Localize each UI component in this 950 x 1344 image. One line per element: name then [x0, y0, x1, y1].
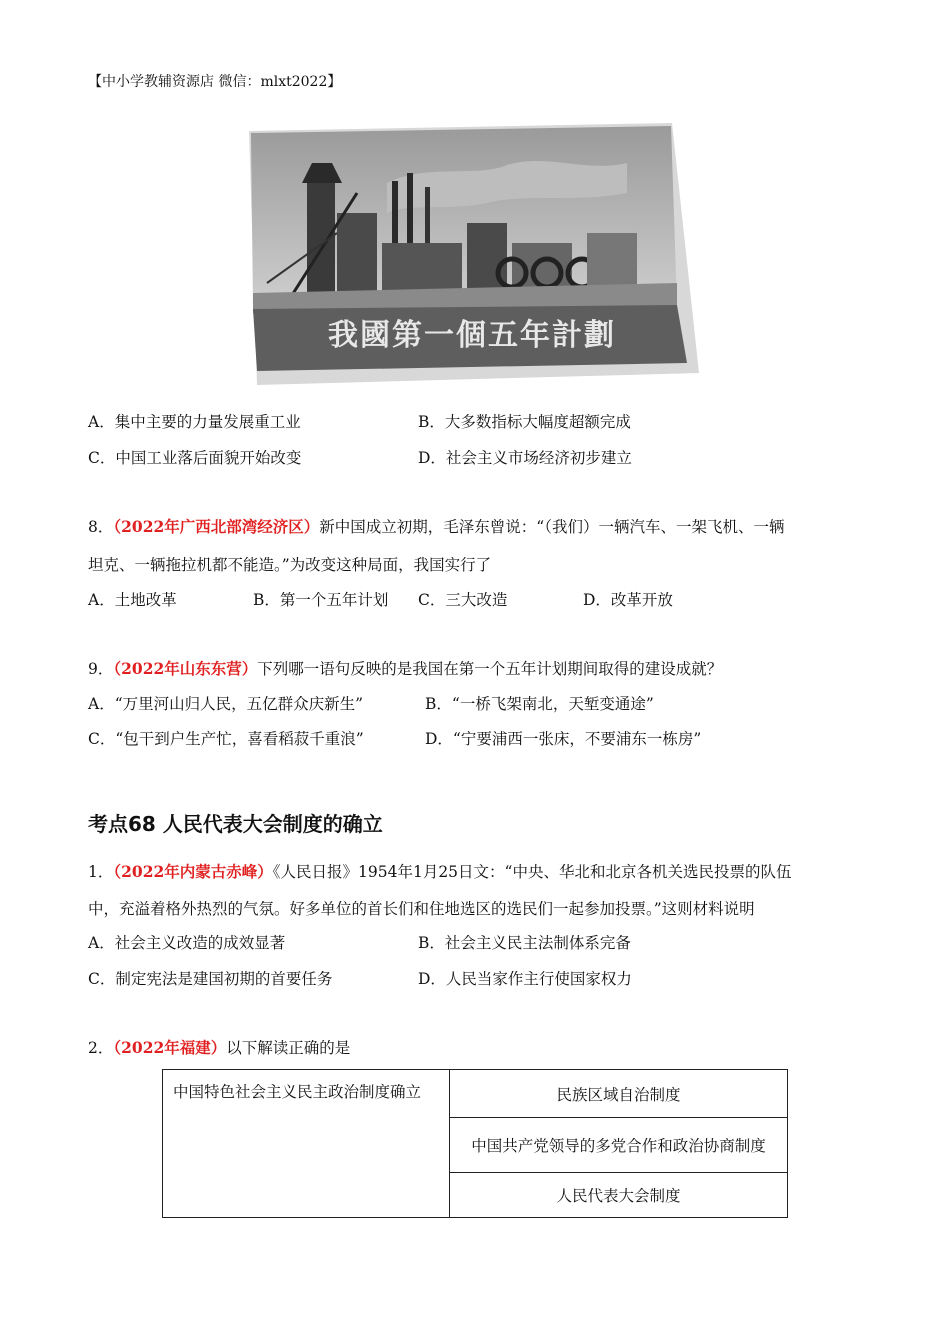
page-header: 【中小学教辅资源店 微信：mlxt2022】	[88, 74, 342, 90]
q9-line1	[88, 659, 722, 679]
q8-option-b: B．第一个五年计划	[253, 591, 389, 609]
q8-source: （2022年广西北部湾经济区）	[113, 517, 320, 536]
section-heading: 考点68 人民代表大会制度的确立	[88, 812, 383, 836]
q9-stem: 下列哪一语句反映的是我国在第一个五年计划期间取得的建设成就？	[257, 660, 723, 678]
q8-stem-2: 坦克、一辆拖拉机都不能造。”为改变这种局面，我国实行了	[88, 556, 492, 574]
q9-option-c: C．“包干到户生产忙，喜看稻菽千重浪”	[88, 730, 364, 748]
q8-option-c: C．三大改造	[418, 591, 508, 609]
s1-option-d: D．人民当家作主行使国家权力	[418, 970, 632, 988]
stamp-title: 我國第一個五年計劃	[328, 318, 616, 353]
q9-option-a: A．“万里河山归人民，五亿群众庆新生”	[88, 695, 364, 713]
q7-option-b: B．大多数指标大幅度超额完成	[418, 413, 631, 431]
q8-option-a: A．土地改革	[88, 591, 177, 609]
s2-stem: 以下解读正确的是	[226, 1039, 351, 1057]
q9-number: 9．	[88, 660, 114, 678]
q9-source: （2022年山东东营）	[113, 659, 258, 678]
s1-option-b: B．社会主义民主法制体系完备	[418, 934, 631, 952]
q8-stem-1: 新中国成立初期，毛泽东曾说：“（我们）一辆汽车、一架飞机、一辆	[319, 518, 785, 536]
s1-source: （2022年内蒙古赤峰）	[113, 862, 273, 881]
s1-line1	[88, 862, 791, 882]
s1-stem-2: 中，充溢着格外热烈的气氛。好多单位的首长们和住地选区的选民们一起参加投票。”这则材料说明	[88, 900, 755, 918]
s2-line1	[88, 1038, 350, 1058]
table-row-2: 中国共产党领导的多党合作和政治协商制度	[450, 1118, 788, 1173]
table-row-1: 民族区域自治制度	[450, 1070, 788, 1118]
q7-option-d: D．社会主义市场经济初步建立	[418, 449, 632, 467]
s1-option-c: C．制定宪法是建国初期的首要任务	[88, 970, 333, 988]
q7-option-c: C．中国工业落后面貌开始改变	[88, 449, 302, 467]
q8-option-d: D．改革开放	[583, 591, 673, 609]
s2-number: 2．	[88, 1039, 114, 1057]
q8-line1	[88, 517, 784, 537]
table-row-3: 人民代表大会制度	[450, 1173, 788, 1218]
s1-stem-1: 《人民日报》1954年1月25日文：“中央、华北和北京各机关选民投票的队伍	[272, 863, 792, 881]
s1-number: 1．	[88, 863, 114, 881]
q8-number: 8．	[88, 518, 114, 536]
q7-option-a: A．集中主要的力量发展重工业	[88, 413, 301, 431]
table-left-cell: 中国特色社会主义民主政治制度确立	[163, 1070, 450, 1218]
first-five-year-plan-stamp-image	[247, 123, 699, 385]
s2-source: （2022年福建）	[113, 1038, 227, 1057]
s1-option-a: A．社会主义改造的成效显著	[88, 934, 286, 952]
political-system-table	[162, 1069, 788, 1218]
q9-option-d: D．“宁要浦西一张床，不要浦东一栋房”	[425, 730, 702, 748]
q9-option-b: B．“一桥飞架南北，天堑变通途”	[425, 695, 654, 713]
